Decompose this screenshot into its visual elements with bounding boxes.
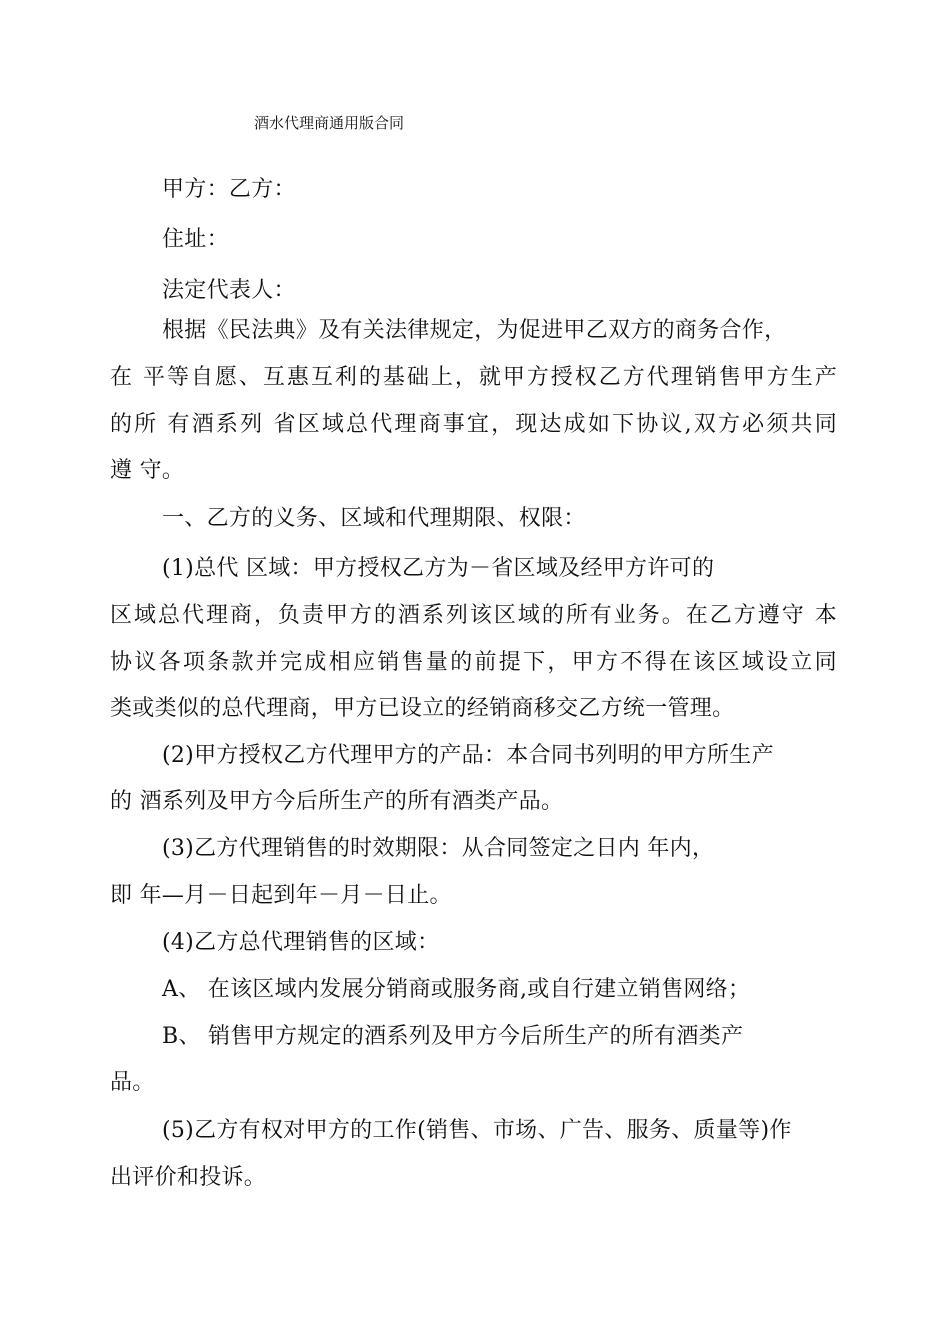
- document-header-title: 酒水代理商通用版合同: [254, 114, 405, 132]
- clause-2-line-2: 的 酒系列及甲方今后所生产的所有酒类产品。: [110, 789, 564, 814]
- clause-5-line-2: 出评价和投诉。: [110, 1165, 267, 1190]
- intro-paragraph-line-3: 的所 有酒系列 省区域总代理商事宜，现达成如下协议,双方必须共同: [110, 412, 837, 437]
- clause-1-line-3: 协议各项条款并完成相应销售量的前提下，甲方不得在该区域设立同: [110, 650, 837, 675]
- clause-3-line-2: 即 年—月－日起到年－月－日止。: [110, 883, 452, 908]
- clause-1-line-2: 区域总代理商，负责甲方的酒系列该区域的所有业务。在乙方遵守 本: [110, 603, 837, 628]
- clause-3-line-1: (3)乙方代理销售的时效期限：从合同签定之日内 年内，: [162, 836, 715, 861]
- clause-4-item-a: A、 在该区域内发展分销商或服务商,或自行建立销售网络；: [162, 977, 751, 1002]
- legal-representative-line: 法定代表人：: [162, 278, 296, 303]
- clause-2-line-1: (2)甲方授权乙方代理甲方的产品：本合同书列明的甲方所生产: [162, 743, 774, 768]
- address-line: 住址：: [162, 227, 229, 252]
- clause-4-item-b-line-1: B、 销售甲方规定的酒系列及甲方今后所生产的所有酒类产: [162, 1024, 744, 1049]
- clause-4-item-b-line-2: 品。: [110, 1070, 155, 1095]
- clause-5-line-1: (5)乙方有权对甲方的工作(销售、市场、广告、服务、质量等)作: [162, 1118, 792, 1143]
- intro-paragraph-line-2: 在 平等自愿、互惠互利的基础上，就甲方授权乙方代理销售甲方生产: [110, 365, 837, 390]
- clause-1-line-1: (1)总代 区域：甲方授权乙方为－省区域及经甲方许可的: [162, 556, 715, 581]
- section-one-heading: 一、乙方的义务、区域和代理期限、权限：: [162, 506, 586, 531]
- intro-paragraph-line-1: 根据《民法典》及有关法律规定，为促进甲乙双方的商务合作，: [162, 318, 787, 343]
- intro-paragraph-line-4: 遵 守。: [110, 458, 185, 483]
- clause-4-heading: (4)乙方总代理销售的区域：: [162, 930, 440, 955]
- clause-1-line-4: 类或类似的总代理商，甲方已设立的经销商移交乙方统一管理。: [110, 696, 735, 721]
- party-line: 甲方：乙方：: [162, 177, 296, 202]
